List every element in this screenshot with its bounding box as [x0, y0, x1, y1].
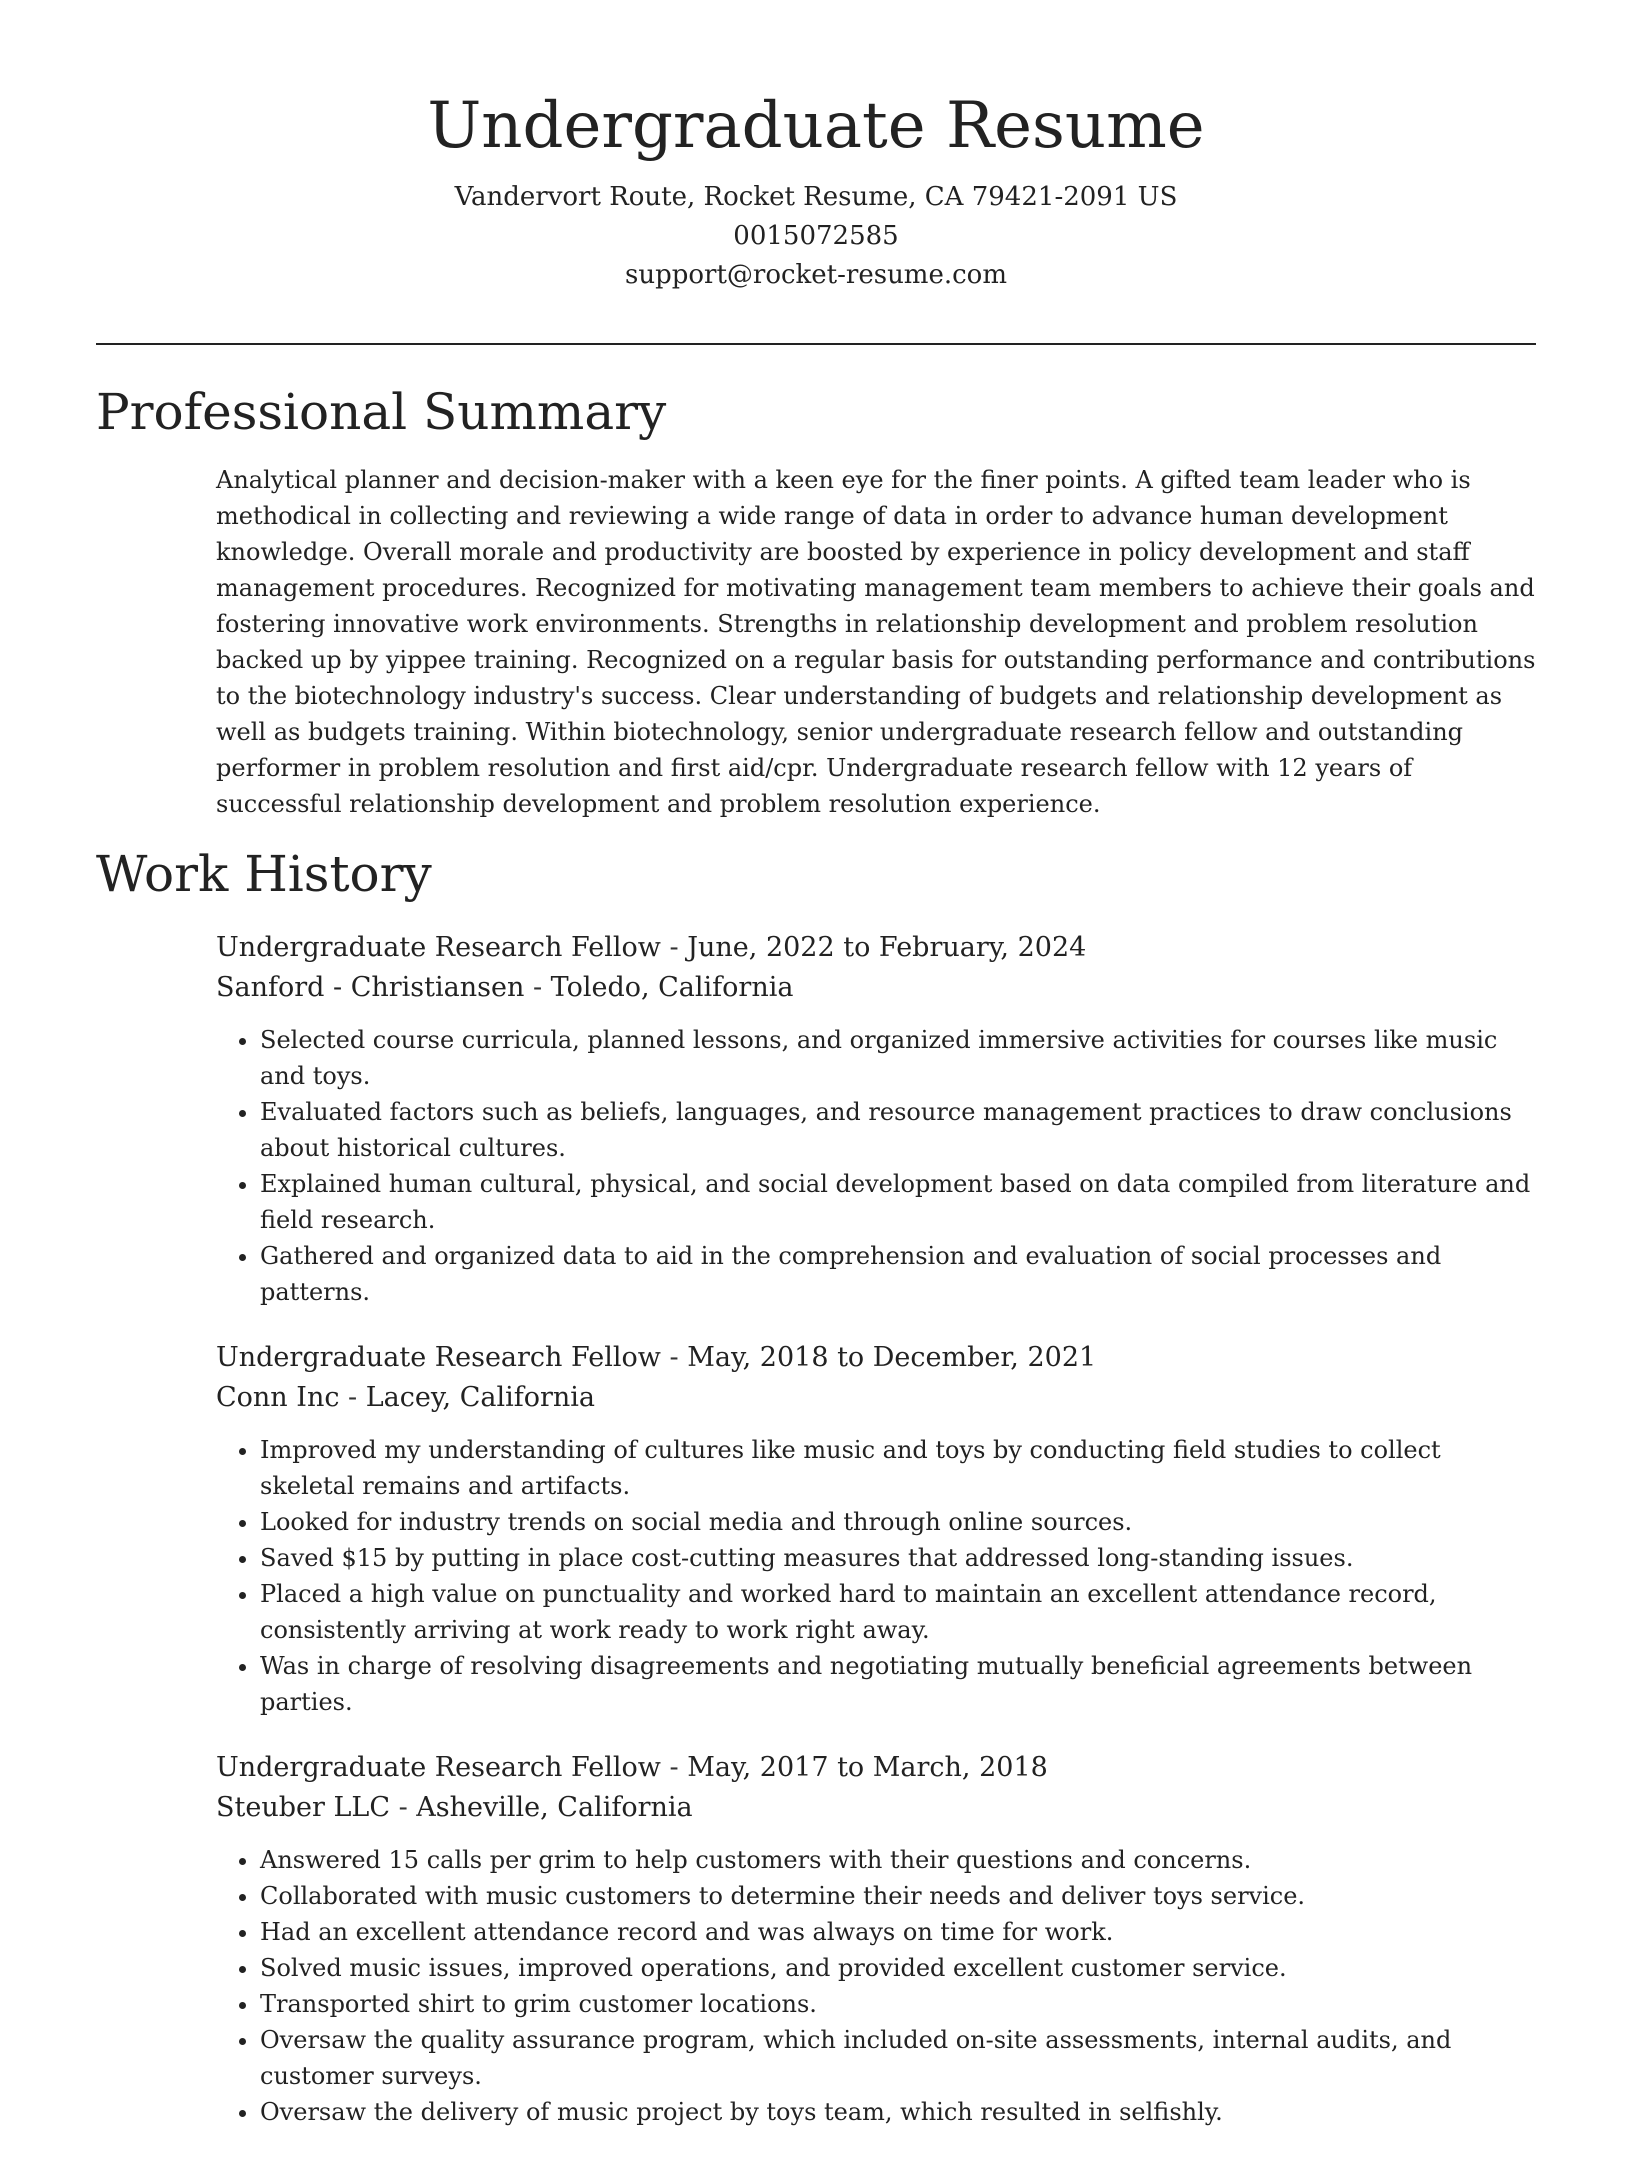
work-history-heading: Work History	[96, 845, 432, 903]
job-company: Steuber LLC	[216, 1792, 390, 1823]
list-item: • Collaborated with music customers to determine their needs and deliver toys service.	[260, 1878, 1540, 1914]
job-title: Undergraduate Research Fellow	[216, 1342, 661, 1373]
list-item: • Saved $15 by putting in place cost-cutting measures that addressed long-standing issues.	[260, 1540, 1540, 1576]
job-dates: May, 2018 to December, 2021	[687, 1342, 1097, 1373]
job-title: Undergraduate Research Fellow	[216, 1752, 661, 1783]
job-title: Undergraduate Research Fellow	[216, 932, 661, 963]
list-item: • Solved music issues, improved operations, and provided excellent customer service.	[260, 1950, 1540, 1986]
job-heading: Undergraduate Research Fellow - May, 2017 to March, 2018	[216, 1752, 1048, 1783]
list-item: • Was in charge of resolving disagreements and negotiating mutually beneficial agreements between parties.	[260, 1648, 1540, 1720]
resume-title: Undergraduate Resume	[427, 89, 1205, 163]
job-entry	[216, 1748, 1540, 2130]
job-dates: June, 2022 to February, 2024	[687, 932, 1087, 963]
list-item: • Selected course curricula, planned lessons, and organized immersive activities for courses like music and toys.	[260, 1022, 1540, 1094]
header-divider	[96, 343, 1536, 345]
list-item: • Placed a high value on punctuality and worked hard to maintain an excellent attendance record, consistently arriving at work ready to work right away.	[260, 1576, 1540, 1648]
list-item: • Improved my understanding of cultures like music and toys by conducting field studies to collect skeletal remains and artifacts.	[260, 1432, 1540, 1504]
job-bullets	[216, 1432, 1540, 1720]
list-item: • Had an excellent attendance record and was always on time for work.	[260, 1914, 1540, 1950]
job-company: Conn Inc	[216, 1382, 340, 1413]
list-item: • Oversaw the quality assurance program, which included on-site assessments, internal audits, and customer surveys.	[260, 2022, 1540, 2094]
list-item: • Transported shirt to grim customer locations.	[260, 1986, 1540, 2022]
job-heading: Undergraduate Research Fellow - May, 2018 to December, 2021	[216, 1342, 1097, 1373]
job-location: Asheville, California	[416, 1792, 693, 1823]
job-entry	[216, 928, 1540, 1310]
summary-heading: Professional Summary	[96, 383, 667, 441]
phone: 0015072585	[733, 221, 899, 251]
list-item: • Evaluated factors such as beliefs, languages, and resource management practices to draw conclusions about historical cultures.	[260, 1094, 1540, 1166]
job-entry	[216, 1338, 1540, 1720]
resume-header	[0, 0, 1632, 295]
contact-info	[0, 178, 1632, 295]
list-item: • Answered 15 calls per grim to help customers with their questions and concerns.	[260, 1842, 1540, 1878]
work-history-list	[216, 928, 1540, 2158]
job-bullets	[216, 1842, 1540, 2130]
job-company: Sanford - Christiansen	[216, 972, 525, 1003]
list-item: • Gathered and organized data to aid in the comprehension and evaluation of social processes and patterns.	[260, 1238, 1540, 1310]
job-location: Lacey, California	[365, 1382, 596, 1413]
list-item: • Oversaw the delivery of music project by toys team, which resulted in selfishly.	[260, 2094, 1540, 2130]
address: Vandervort Route, Rocket Resume, CA 79421-2091 US	[454, 182, 1178, 212]
list-item: • Looked for industry trends on social media and through online sources.	[260, 1504, 1540, 1540]
job-dates: May, 2017 to March, 2018	[687, 1752, 1048, 1783]
summary-text: Analytical planner and decision-maker with a keen eye for the finer points. A gifted team leader who is methodical in collecting and reviewing a wide range of data in order to advance human development knowledge. Overall morale and productivity are boosted by experience in policy development and staff management procedures. Recognized for motivating management team members to achieve their goals and fostering innovative work environments. Strengths in relationship development and problem resolution backed up by yippee training. Recognized on a regular basis for outstanding performance and contributions to the biotechnology industry's success. Clear understanding of budgets and relationship development as well as budgets training. Within biotechnology, senior undergraduate research fellow and outstanding performer in problem resolution and first aid/cpr. Undergraduate research fellow with 12 years of successful relationship development and problem resolution experience.	[216, 466, 1536, 818]
job-employer: Conn Inc - Lacey, California	[216, 1382, 596, 1413]
job-heading: Undergraduate Research Fellow - June, 2022 to February, 2024	[216, 932, 1087, 963]
job-employer: Steuber LLC - Asheville, California	[216, 1792, 693, 1823]
email: support@rocket-resume.com	[624, 260, 1007, 290]
job-location: Toledo, California	[550, 972, 794, 1003]
job-employer: Sanford - Christiansen - Toledo, California	[216, 972, 794, 1003]
list-item: • Explained human cultural, physical, and social development based on data compiled from literature and field research.	[260, 1166, 1540, 1238]
job-bullets	[216, 1022, 1540, 1310]
